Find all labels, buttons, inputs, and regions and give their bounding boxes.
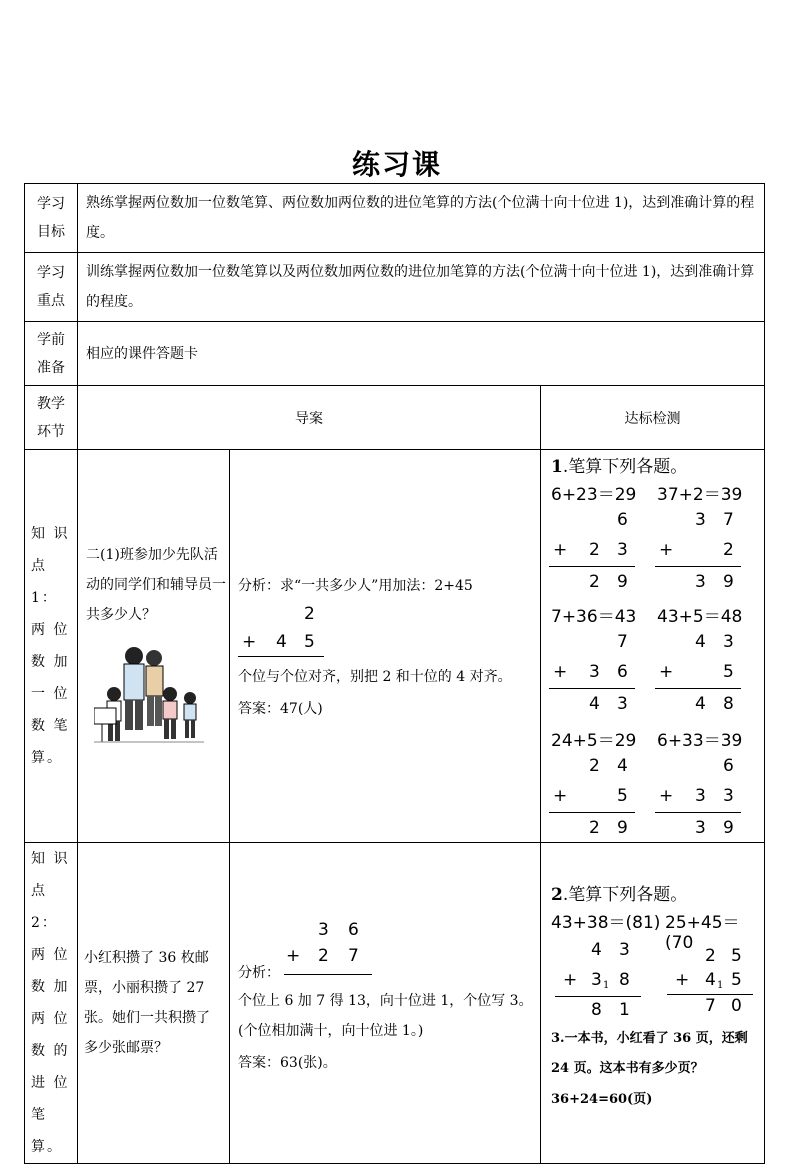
k2-q3: 3.一本书，小红看了 36 页，还剩 24 页。这本书有多少页？ [551, 1031, 748, 1076]
stage-label [25, 386, 78, 450]
guide-header: 导案 [78, 386, 541, 450]
k2-p2-b2: 5 [731, 970, 742, 990]
k1-sec-1: 点 1： [31, 558, 58, 606]
k2-p1-r2: 1 [619, 1000, 630, 1020]
k1-p3-a1: 4 [695, 632, 706, 652]
k1-sec-5: 数 笔 [31, 718, 70, 734]
k1-p1-line [655, 566, 741, 567]
k2-vert-a2: 6 [348, 920, 359, 940]
goal-label-1: 学习 [37, 196, 65, 212]
k1-p3-r1: 4 [695, 694, 706, 714]
k1-question-cell [78, 450, 230, 843]
k1-p4-plus: + [553, 786, 568, 806]
k1-p2-r2: 3 [617, 694, 628, 714]
k1-sec-2: 两 位 [31, 622, 70, 638]
k1-section-label [25, 450, 78, 843]
k1-p0-line [549, 566, 635, 567]
k1-question: 二(1)班参加少先队活动的同学们和辅导员一共多少人？ [86, 547, 226, 623]
k2-vert-line [284, 974, 372, 975]
page-title: 练习课 [351, 148, 442, 181]
k1-p3-b2: 5 [723, 662, 734, 682]
k1-vert-b2: 5 [304, 632, 315, 652]
k2-sec-4: 两 位 [31, 1011, 70, 1027]
k1-p5-eq: 6+33＝39 [657, 731, 743, 751]
k1-p0-b1: 2 [589, 540, 600, 560]
k2-sec-3: 数 加 [31, 979, 70, 995]
k1-p2-line [549, 688, 635, 689]
k2-p1-plus: + [563, 970, 578, 990]
k1-p5-b2: 3 [723, 786, 734, 806]
k1-p2-r1: 4 [589, 694, 600, 714]
k2-analysis: 个位上 6 加 7 得 13，向十位进 1，个位写 3。(个位相加满十，向十位进 1。) [238, 993, 533, 1039]
k2-sec-0: 知 识 [31, 851, 70, 867]
k1-p5-a2: 6 [723, 756, 734, 776]
k2-analysis-cell [230, 843, 541, 1164]
k2-analysis-label: 分析： [238, 965, 280, 981]
k2-section-label [25, 843, 78, 1164]
k2-vert-b1: 2 [318, 946, 329, 966]
k1-p1-eq: 37+2＝39 [657, 485, 743, 505]
goal-label-2: 目标 [37, 224, 65, 240]
k1-p5-b1: 3 [695, 786, 706, 806]
k2-p1-a1: 4 [591, 940, 602, 960]
k2-sec-5: 数 的 [31, 1043, 70, 1059]
k2-p2-r2: 0 [731, 996, 742, 1016]
k2-vert-a1: 3 [318, 920, 329, 940]
focus-label-2: 重点 [37, 293, 65, 309]
k1-p4-a2: 4 [617, 756, 628, 776]
focus-row [25, 253, 765, 322]
k1-note: 个位与个位对齐，别把 2 和十位的 4 对齐。 [238, 669, 512, 685]
k1-p2-a2: 7 [617, 632, 628, 652]
k1-p2-b2: 6 [617, 662, 628, 682]
k1-p1-a1: 3 [695, 510, 706, 530]
prep-row [25, 322, 765, 386]
k2-p2-plus: + [675, 970, 690, 990]
k1-p0-a2: 6 [617, 510, 628, 530]
k1-p1-plus: + [659, 540, 674, 560]
k2-question-cell [78, 843, 230, 1164]
k1-p3-eq: 43+5＝48 [657, 607, 743, 627]
k1-p0-r2: 9 [617, 572, 628, 592]
k2-answer: 答案：63(张)。 [238, 1055, 337, 1071]
k2-p1-b2: 8 [619, 970, 630, 990]
goal-row [25, 184, 765, 253]
prep-label [25, 322, 78, 386]
k1-p3-a2: 3 [723, 632, 734, 652]
k1-check-title [551, 452, 687, 477]
k1-p0-b2: 3 [617, 540, 628, 560]
k1-p4-b2: 5 [617, 786, 628, 806]
k1-p2-plus: + [553, 662, 568, 682]
k1-p0-eq: 6+23＝29 [551, 485, 637, 505]
k2-p1-line [555, 996, 641, 997]
k1-sec-3: 数 加 [31, 654, 70, 670]
k2-vert-b2: 7 [348, 946, 359, 966]
k1-row [25, 450, 765, 843]
k2-p2-a1: 2 [705, 946, 716, 966]
k2-p2-b1: 4 [705, 970, 716, 990]
check-header: 达标检测 [541, 386, 765, 450]
k1-vert-top: 2 [304, 604, 315, 624]
k2-a3: 36+24=60(页) [551, 1092, 653, 1107]
k1-vert-plus: + [242, 632, 257, 652]
k2-check-title [551, 880, 687, 905]
k2-sec-7: 笔算。 [31, 1107, 63, 1155]
k1-check-num: 1 [551, 457, 563, 477]
k1-p4-r1: 2 [589, 818, 600, 838]
k1-vert-b1: 4 [276, 632, 287, 652]
prep-text: 相应的课件答题卡 [78, 322, 765, 386]
children-illustration [94, 642, 204, 752]
k2-vert-plus: + [286, 946, 301, 966]
header-row [25, 386, 765, 450]
k1-p1-r1: 3 [695, 572, 706, 592]
k1-analysis: 分析：求“一共多少人”用加法：2+45 [238, 578, 473, 594]
k2-p1-eq: 43+38＝(81) [551, 913, 661, 933]
k1-p3-r2: 8 [723, 694, 734, 714]
k2-check-num: 2 [551, 885, 563, 905]
lesson-table [24, 183, 765, 1164]
goal-label [25, 184, 78, 253]
k1-answer: 答案：47(人) [238, 701, 323, 717]
k1-p5-r1: 3 [695, 818, 706, 838]
k1-p4-r2: 9 [617, 818, 628, 838]
k1-sec-6: 算。 [31, 750, 63, 766]
k1-vert-line [238, 656, 324, 657]
focus-label-1: 学习 [37, 265, 65, 281]
k2-p1-b1: 3 [591, 970, 602, 990]
k2-p2-carry: 1 [717, 980, 724, 991]
k2-check-cell [541, 843, 765, 1164]
k1-check-cell [541, 450, 765, 843]
k1-sec-4: 一 位 [31, 686, 70, 702]
k1-p1-b2: 2 [723, 540, 734, 560]
k2-p1-carry: 1 [603, 980, 610, 991]
stage-label-2: 环节 [37, 423, 65, 440]
k1-check-title-text: .笔算下列各题。 [562, 457, 688, 477]
k1-p5-plus: + [659, 786, 674, 806]
stage-label-1: 教学 [37, 395, 65, 412]
k2-row [25, 843, 765, 1164]
k2-sec-2: 两 位 [31, 947, 70, 963]
prep-label-1: 学前 [37, 331, 65, 348]
k1-p1-r2: 9 [723, 572, 734, 592]
k2-p2-line [667, 994, 753, 995]
k1-p2-b1: 3 [589, 662, 600, 682]
k1-p4-a1: 2 [589, 756, 600, 776]
k1-p2-eq: 7+36＝43 [551, 607, 637, 627]
focus-label [25, 253, 78, 322]
k2-sec-1: 点 2： [31, 883, 58, 931]
k1-p3-plus: + [659, 662, 674, 682]
k1-p4-eq: 24+5＝29 [551, 731, 637, 751]
k1-p4-line [549, 812, 635, 813]
k2-sec-6: 进 位 [31, 1075, 70, 1091]
k2-p1-a2: 3 [619, 940, 630, 960]
k2-p2-a2: 5 [731, 946, 742, 966]
k1-p0-plus: + [553, 540, 568, 560]
k2-p2-r1: 7 [705, 996, 716, 1016]
k1-p5-r2: 9 [723, 818, 734, 838]
k2-check-title-text: .笔算下列各题。 [562, 885, 688, 905]
k1-p3-line [655, 688, 741, 689]
k1-p1-a2: 7 [723, 510, 734, 530]
k1-p5-line [655, 812, 741, 813]
k2-p2-eq: 25+45＝(70 [665, 913, 740, 953]
k1-sec-0: 知 识 [31, 526, 70, 542]
k2-p1-r1: 8 [591, 1000, 602, 1020]
goal-text: 熟练掌握两位数加一位数笔算、两位数加两位数的进位笔算的方法(个位满十向十位进 1)，达到准确计算的程度。 [78, 184, 765, 253]
k1-p0-r1: 2 [589, 572, 600, 592]
k2-question: 小红积攒了 36 枚邮票，小丽积攒了 27 张。她们一共积攒了多少张邮票？ [84, 950, 210, 1056]
k1-analysis-cell [230, 450, 541, 843]
prep-label-2: 准备 [37, 359, 65, 376]
focus-text: 训练掌握两位数加一位数笔算以及两位数加两位数的进位加笔算的方法(个位满十向十位进 1)，达到准确计算的程度。 [78, 253, 765, 322]
